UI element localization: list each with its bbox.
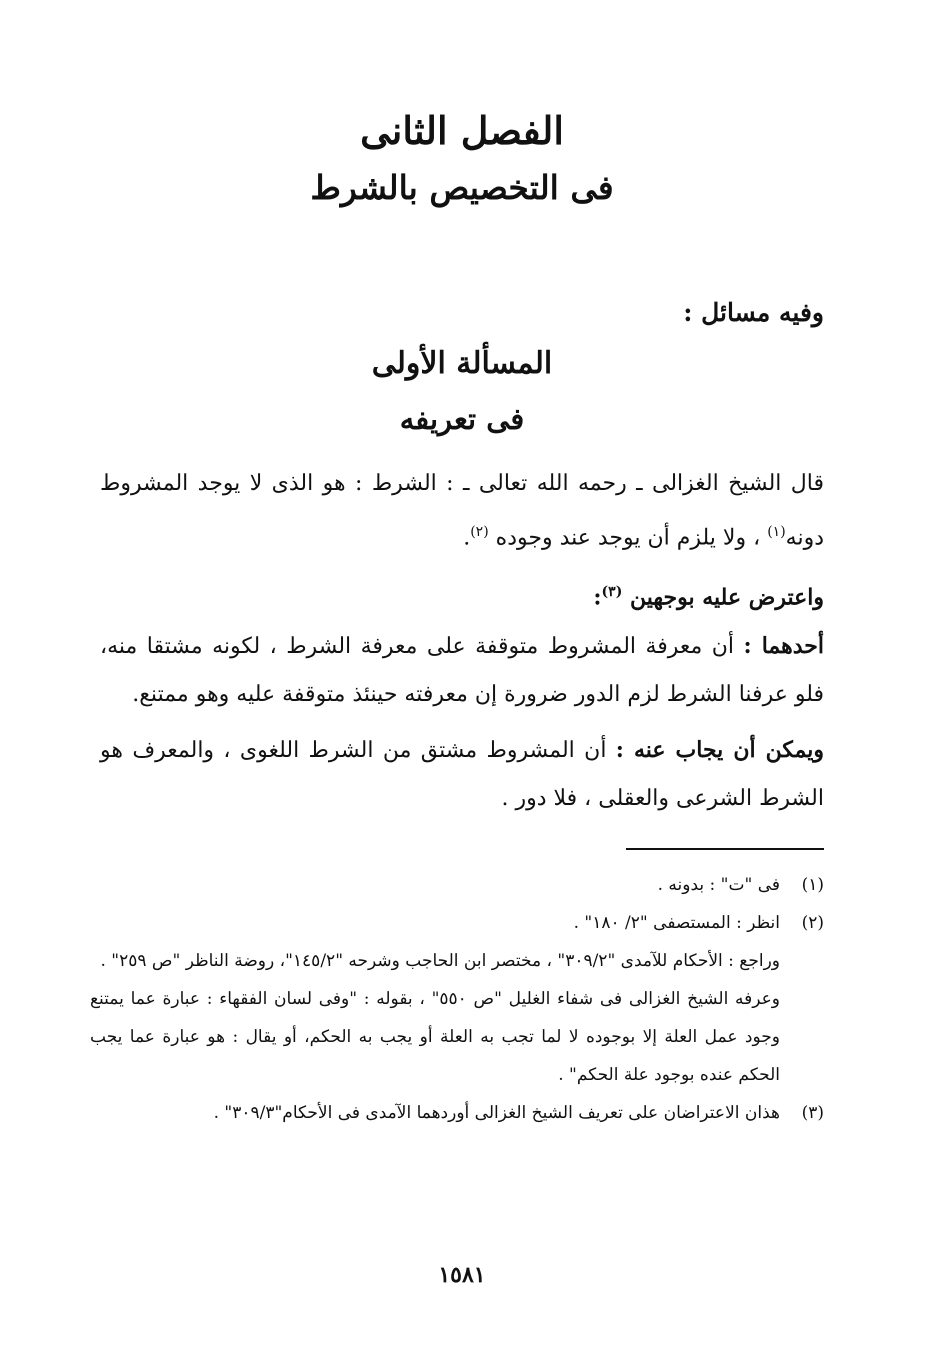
footnote-number: (٣): [801, 1103, 824, 1123]
footnote-number: (٢): [801, 913, 824, 933]
answer-text: أن المشروط مشتق من الشرط اللغوى ، والمعرف هو الشرط الشرعى والعقلى ، فلا دور .: [100, 738, 824, 811]
chapter-subtitle: فى التخصيص بالشرط: [310, 168, 614, 207]
footnote-2-continuation-a: وراجع : الأحكام للآمدى "٣٠٩/٢" ، مختصر ابن الحاجب وشرحه "١٤٥/٢"، روضة الناظر "ص ٢٥٩" .: [100, 951, 780, 971]
footnote-text: انظر : المستصفى "٢/ ١٨٠" .: [573, 913, 780, 933]
definition-paragraph: [100, 460, 824, 562]
definition-text-c: .: [463, 525, 471, 551]
issue-title: المسألة الأولى: [371, 346, 553, 381]
book-page: [90, 0, 824, 1350]
page-number: ١٥٨١: [438, 1262, 486, 1288]
footnote-number: (١): [801, 875, 824, 895]
answer-lead: ويمكن أن يجاب عنه :: [615, 737, 824, 763]
answer-paragraph: [100, 726, 824, 823]
footnote-text: هذان الاعتراضان على تعريف الشيخ الغزالى أوردهما الآمدى فى الأحكام"٣٠٩/٣" .: [213, 1103, 780, 1123]
footnotes: [90, 866, 824, 1132]
first-objection-paragraph: [100, 622, 824, 719]
footnote-ref-3[interactable]: (٣): [601, 584, 623, 600]
footnote-divider: [626, 848, 824, 850]
chapter-title: الفصل الثانى: [360, 108, 564, 153]
issue-subtitle: فى تعريفه: [399, 402, 525, 436]
footnote-2-continuation-b: وعرفه الشيخ الغزالى فى شفاء الغليل "ص ٥٥٠" ، بقوله : "وفى لسان الفقهاء : عبارة عما يمتنع وجود عمل العلة إلا بوجوده لا لما تجب به العلة أو يجب به الحكم، أو يقال : هو عبارة عما يجب الحكم عنده بوجود علة الحكم" .: [90, 989, 780, 1085]
first-objection-text: أن معرفة المشروط متوقفة على معرفة الشرط ، لكونه مشتقا منه، فلو عرفنا الشرط لزم الدور ضرورة إن معرفته حينئذ متوقفة عليه وهو ممتنع.: [100, 634, 824, 707]
definition-text-a: قال الشيخ الغزالى ـ رحمه الله تعالى ـ : الشرط : هو الذى لا يوجد المشروط دونه: [100, 471, 824, 551]
objection-heading-end: :: [593, 584, 602, 611]
objection-heading: [100, 568, 824, 621]
definition-text-b: ، ولا يلزم أن يوجد عند وجوده: [488, 525, 768, 551]
intro-line: وفيه مسائل :: [683, 298, 824, 327]
footnote-ref-1[interactable]: (١): [767, 524, 786, 540]
footnote-3: [90, 1094, 824, 1132]
footnote-text: فى "ت" : بدونه .: [657, 875, 780, 895]
footnote-2: [90, 904, 824, 942]
footnote-ref-2[interactable]: (٢): [470, 524, 489, 540]
footnote-1: [90, 866, 824, 904]
objection-heading-text: واعترض عليه بوجهين: [622, 584, 824, 611]
first-objection-lead: أحدهما :: [743, 633, 824, 659]
